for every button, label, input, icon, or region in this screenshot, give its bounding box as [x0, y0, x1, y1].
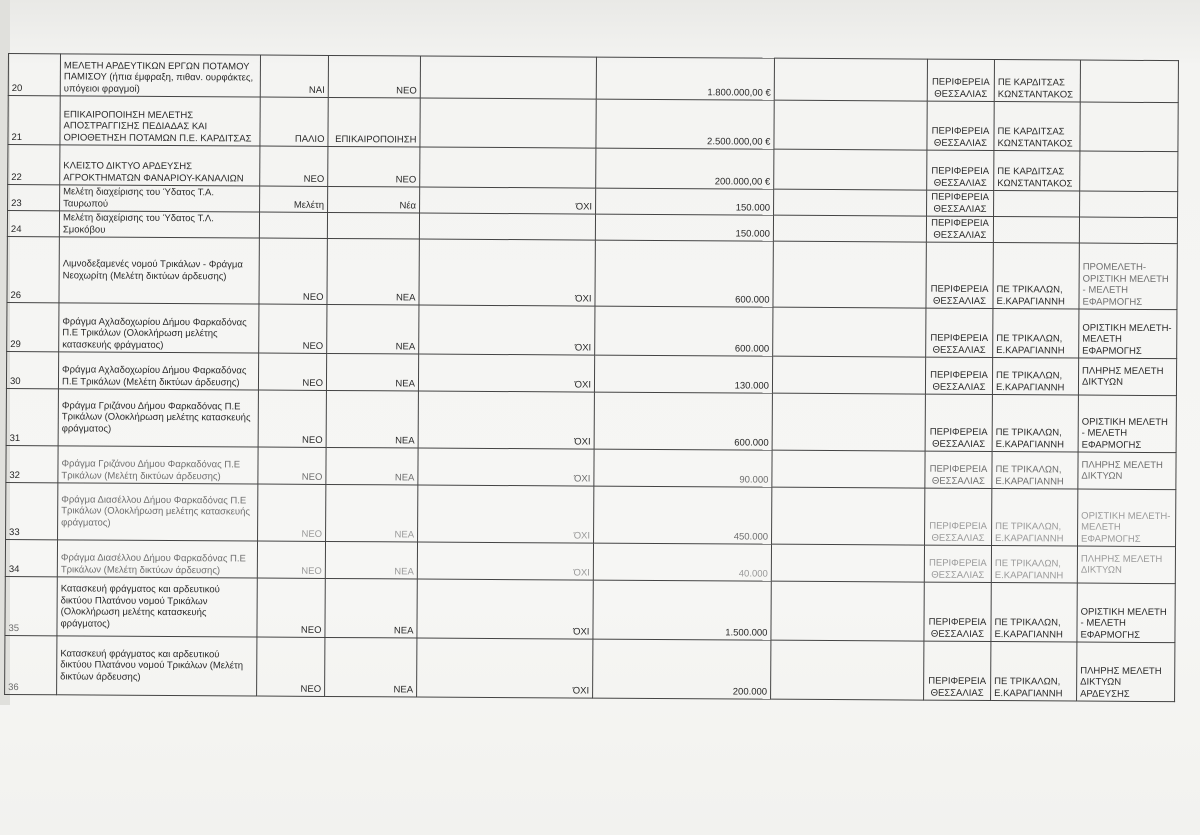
table-row — [8, 54, 1178, 103]
empty-cell — [771, 581, 924, 641]
flag-cell: ΌΧΙ — [418, 391, 594, 449]
amount-cell: 200.000,00 € — [596, 148, 774, 189]
project-title: ΕΠΙΚΑΙΡΟΠΟΙΗΣΗ ΜΕΛΕΤΗΣ ΑΠΟΣΤΡΑΓΓΙΣΗΣ ΠΕΔΙΑΔΑΣ ΚΑΙ ΟΡΙΟΘΕΤΗΣΗ ΠΟΤΑΜΩΝ Π.Ε. ΚΑΡΔΙΤΣΑΣ — [60, 96, 260, 146]
flag-cell — [419, 213, 595, 240]
project-title: Φράγμα Αχλαδοχωρίου Δήμου Φαρκαδόνας Π.Ε Τρικάλων (Μελέτη δικτύων άρδευσης) — [58, 352, 258, 390]
table-row — [7, 302, 1177, 358]
empty-cell — [771, 640, 924, 700]
amount-cell: 600.000 — [595, 306, 773, 356]
row-number: 24 — [7, 211, 59, 237]
project-title: Κατασκευή φράγματος και αρδευτικού δικτύου Πλατάνου νομού Τρικάλων (Μελέτη δικτύων άρδευσης) — [57, 636, 257, 696]
type-cell: ΝΕΟ — [257, 637, 325, 696]
flag-cell: ΌΧΙ — [419, 305, 595, 355]
type-cell: ΠΑΛΙΟ — [260, 97, 328, 146]
empty-cell — [771, 544, 924, 582]
status-cell: ΝΕΑ — [327, 238, 419, 305]
study-type-cell — [1080, 60, 1178, 103]
study-type-cell: ΟΡΙΣΤΙΚΗ ΜΕΛΕΤΗ - ΜΕΛΕΤΗ ΕΦΑΡΜΟΓΗΣ — [1078, 395, 1176, 453]
status-cell: ΕΠΙΚΑΙΡΟΠΟΙΗΣΗ — [328, 97, 420, 147]
type-cell: ΝΕΟ — [259, 304, 327, 353]
table-row — [7, 236, 1177, 309]
flag-cell: ΌΧΙ — [420, 187, 596, 214]
amount-cell: 130.000 — [594, 355, 772, 393]
region-cell: ΠΕΡΙΦΕΡΕΙΑ ΘΕΣΣΑΛΙΑΣ — [927, 150, 994, 190]
amount-cell: 450.000 — [594, 486, 772, 544]
project-title: Λιμνοδεξαμενές νομού Τρικάλων - Φράγμα Νεοχωρίτη (Μελέτη δικτύων άρδευσης) — [59, 237, 259, 304]
study-type-cell: ΠΛΗΡΗΣ ΜΕΛΕΤΗ ΔΙΚΤΥΩΝ — [1078, 358, 1176, 396]
project-title: Φράγμα Γριζάνου Δήμου Φαρκαδόνας Π.Ε Τρικάλων (Μελέτη δικτύων άρδευσης) — [58, 446, 258, 484]
amount-cell: 600.000 — [595, 240, 773, 307]
status-cell: ΝΕΑ — [326, 353, 418, 391]
type-cell: ΝΕΟ — [260, 146, 328, 186]
status-cell: ΝΕΑ — [325, 541, 417, 579]
row-number: 32 — [6, 445, 58, 482]
regional-unit-cell — [994, 191, 1080, 218]
study-type-cell: ΠΛΗΡΗΣ ΜΕΛΕΤΗ ΔΙΚΤΥΩΝ ΑΡΔΕΥΣΗΣ — [1077, 642, 1175, 702]
empty-cell — [772, 450, 925, 488]
type-cell: ΝΕΟ — [258, 353, 326, 390]
row-number: 23 — [8, 185, 60, 211]
study-type-cell — [1080, 191, 1178, 218]
type-cell: ΝΕΟ — [257, 578, 325, 637]
amount-cell: 40.000 — [593, 543, 771, 581]
row-number: 29 — [7, 302, 59, 351]
row-number: 34 — [5, 539, 57, 576]
status-cell: ΝΕΑ — [326, 447, 418, 485]
flag-cell: ΌΧΙ — [419, 239, 595, 306]
type-cell: ΝΑΙ — [260, 55, 328, 97]
region-cell: ΠΕΡΙΦΕΡΕΙΑ ΘΕΣΣΑΛΙΑΣ — [925, 451, 992, 488]
type-cell: ΝΕΟ — [258, 390, 326, 447]
flag-cell: ΌΧΙ — [417, 638, 593, 698]
project-title: ΜΕΛΕΤΗ ΑΡΔΕΥΤΙΚΩΝ ΕΡΓΩΝ ΠΟΤΑΜΟΥ ΠΑΜΙΣΟΥ (ήπια έμφραξη, πιθαν. ουρφάκτες, υπόγειοι φραγμοί) — [60, 54, 260, 97]
type-cell — [259, 212, 327, 238]
region-cell: ΠΕΡΙΦΕΡΕΙΑ ΘΕΣΣΑΛΙΑΣ — [926, 308, 993, 357]
type-cell: ΝΕΟ — [259, 238, 327, 304]
project-title: Φράγμα Αχλαδοχωρίου Δήμου Φαρκαδόνας Π.Ε Τρικάλων (Ολοκλήρωση μελέτης κατασκευής φράγματος) — [59, 303, 259, 353]
flag-cell: ΌΧΙ — [418, 448, 594, 486]
amount-cell: 600.000 — [594, 392, 772, 450]
project-title: Μελέτη διαχείρισης του Ύδατος Τ.Λ. Σμοκόβου — [59, 211, 259, 238]
study-type-cell — [1080, 102, 1178, 152]
project-title: Φράγμα Διασέλλου Δήμου Φαρκαδόνας Π.Ε Τρικάλων (Ολοκλήρωση μελέτης κατασκευής φράγματος) — [58, 483, 258, 541]
status-cell: ΝΕΟ — [328, 146, 420, 187]
study-type-cell: ΠΡΟΜΕΛΕΤΗ- ΟΡΙΣΤΙΚΗ ΜΕΛΕΤΗ - ΜΕΛΕΤΗ ΕΦΑΡΜΟΓΗΣ — [1079, 243, 1177, 310]
region-cell: ΠΕΡΙΦΕΡΕΙΑ ΘΕΣΣΑΛΙΑΣ — [925, 394, 992, 451]
projects-table — [4, 53, 1179, 702]
region-cell: ΠΕΡΙΦΕΡΕΙΑ ΘΕΣΣΑΛΙΑΣ — [924, 582, 991, 641]
table-row — [6, 388, 1176, 452]
flag-cell: ΌΧΙ — [417, 542, 593, 580]
type-cell: ΝΕΟ — [258, 484, 326, 541]
regional-unit-cell: ΠΕ ΤΡΙΚΑΛΩΝ, Ε.ΚΑΡΑΓΙΑΝΝΗ — [992, 358, 1078, 396]
row-number: 33 — [6, 482, 58, 539]
flag-cell: ΌΧΙ — [417, 579, 593, 639]
regional-unit-cell: ΠΕ ΤΡΙΚΑΛΩΝ, Ε.ΚΑΡΑΓΙΑΝΝΗ — [991, 546, 1077, 584]
region-cell: ΠΕΡΙΦΕΡΕΙΑ ΘΕΣΣΑΛΙΑΣ — [924, 641, 991, 700]
flag-cell — [420, 56, 596, 99]
row-number: 20 — [8, 54, 60, 96]
regional-unit-cell: ΠΕ ΤΡΙΚΑΛΩΝ, Ε.ΚΑΡΑΓΙΑΝΝΗ — [992, 452, 1078, 490]
project-title: Μελέτη διαχείρισης του Ύδατος Τ.Α. Ταυρωπού — [60, 185, 260, 212]
study-type-cell — [1079, 217, 1177, 244]
study-type-cell: ΠΛΗΡΗΣ ΜΕΛΕΤΗ ΔΙΚΤΥΩΝ — [1078, 452, 1176, 490]
project-title: Φράγμα Διασέλλου Δήμου Φαρκαδόνας Π.Ε Τρικάλων (Μελέτη δικτύων άρδευσης) — [57, 540, 257, 578]
project-title: ΚΛΕΙΣΤΟ ΔΙΚΤΥΟ ΑΡΔΕΥΣΗΣ ΑΓΡΟΚΤΗΜΑΤΩΝ ΦΑΝΑΡΙΟΥ-ΚΑΝΑΛΙΩΝ — [60, 145, 260, 186]
empty-cell — [774, 58, 927, 101]
flag-cell — [420, 147, 596, 188]
status-cell: Νέα — [328, 186, 420, 213]
project-title: Κατασκευή φράγματος και αρδευτικού δικτύου Πλατάνου νομού Τρικάλων (Ολοκλήρωση μελέτης κατασκευής φράγματος) — [57, 577, 257, 637]
regional-unit-cell: ΠΕ ΤΡΙΚΑΛΩΝ, Ε.ΚΑΡΑΓΙΑΝΝΗ — [993, 309, 1079, 359]
empty-cell — [774, 100, 927, 150]
regional-unit-cell: ΠΕ ΚΑΡΔΙΤΣΑΣ ΚΩΝΣΤΑΝΤΑΚΟΣ — [994, 151, 1080, 192]
table-row — [5, 635, 1175, 701]
flag-cell — [420, 98, 596, 148]
flag-cell: ΌΧΙ — [418, 354, 594, 392]
study-type-cell: ΟΡΙΣΤΙΚΗ ΜΕΛΕΤΗ-ΜΕΛΕΤΗ ΕΦΑΡΜΟΓΗΣ — [1078, 489, 1176, 547]
amount-cell: 1.800.000,00 € — [596, 57, 774, 100]
row-number: 35 — [5, 576, 57, 635]
regional-unit-cell — [993, 217, 1079, 244]
table-row — [6, 482, 1176, 546]
row-number: 26 — [7, 236, 59, 302]
table-row — [5, 576, 1175, 642]
row-number: 36 — [5, 635, 57, 694]
amount-cell: 90.000 — [594, 449, 772, 487]
empty-cell — [772, 487, 925, 545]
regional-unit-cell: ΠΕ ΤΡΙΚΑΛΩΝ, Ε.ΚΑΡΑΓΙΑΝΝΗ — [992, 489, 1078, 547]
status-cell: ΝΕΑ — [327, 304, 419, 354]
amount-cell: 200.000 — [593, 639, 771, 699]
empty-cell — [772, 393, 925, 451]
type-cell: ΝΕΟ — [257, 541, 325, 578]
type-cell: ΝΕΟ — [258, 447, 326, 484]
table-row — [8, 145, 1178, 192]
row-number: 31 — [6, 388, 58, 445]
regional-unit-cell: ΠΕ ΤΡΙΚΑΛΩΝ, Ε.ΚΑΡΑΓΙΑΝΝΗ — [991, 583, 1077, 643]
empty-cell — [773, 307, 926, 357]
region-cell: ΠΕΡΙΦΕΡΕΙΑ ΘΕΣΣΑΛΙΑΣ — [926, 216, 993, 242]
region-cell: ΠΕΡΙΦΕΡΕΙΑ ΘΕΣΣΑΛΙΑΣ — [925, 488, 992, 545]
study-type-cell: ΠΛΗΡΗΣ ΜΕΛΕΤΗ ΔΙΚΤΥΩΝ — [1077, 546, 1175, 584]
amount-cell: 1.500.000 — [593, 580, 771, 640]
regional-unit-cell: ΠΕ ΤΡΙΚΑΛΩΝ, Ε.ΚΑΡΑΓΙΑΝΝΗ — [991, 642, 1077, 702]
region-cell: ΠΕΡΙΦΕΡΕΙΑ ΘΕΣΣΑΛΙΑΣ — [927, 101, 994, 150]
study-type-cell — [1080, 151, 1178, 192]
regional-unit-cell: ΠΕ ΤΡΙΚΑΛΩΝ, Ε.ΚΑΡΑΓΙΑΝΝΗ — [992, 395, 1078, 453]
empty-cell — [773, 241, 926, 308]
table-row — [8, 96, 1178, 152]
status-cell: ΝΕΟ — [328, 55, 420, 98]
amount-cell: 150.000 — [595, 214, 773, 241]
row-number: 22 — [8, 145, 60, 185]
study-type-cell: ΟΡΙΣΤΙΚΗ ΜΕΛΕΤΗ - ΜΕΛΕΤΗ ΕΦΑΡΜΟΓΗΣ — [1077, 583, 1175, 643]
status-cell — [327, 212, 419, 239]
regional-unit-cell: ΠΕ ΤΡΙΚΑΛΩΝ, Ε.ΚΑΡΑΓΙΑΝΝΗ — [993, 243, 1079, 310]
project-title: Φράγμα Γριζάνου Δήμου Φαρκαδόνας Π.Ε Τρικάλων (Ολοκλήρωση μελέτης κατασκευής φράγματος) — [58, 389, 258, 447]
regional-unit-cell: ΠΕ ΚΑΡΔΙΤΣΑΣ ΚΩΝΣΤΑΝΤΑΚΟΣ — [994, 102, 1080, 152]
empty-cell — [774, 189, 927, 216]
empty-cell — [774, 149, 927, 190]
status-cell: ΝΕΑ — [325, 637, 417, 697]
region-cell: ΠΕΡΙΦΕΡΕΙΑ ΘΕΣΣΑΛΙΑΣ — [927, 59, 994, 101]
amount-cell: 2.500.000,00 € — [596, 99, 774, 149]
flag-cell: ΌΧΙ — [418, 485, 594, 543]
type-cell: Μελέτη — [260, 186, 328, 212]
empty-cell — [773, 215, 926, 242]
region-cell: ΠΕΡΙΦΕΡΕΙΑ ΘΕΣΣΑΛΙΑΣ — [925, 357, 992, 394]
region-cell: ΠΕΡΙΦΕΡΕΙΑ ΘΕΣΣΑΛΙΑΣ — [927, 190, 994, 216]
status-cell: ΝΕΑ — [326, 390, 418, 448]
status-cell: ΝΕΑ — [326, 484, 418, 542]
empty-cell — [772, 356, 925, 394]
amount-cell: 150.000 — [596, 188, 774, 215]
row-number: 30 — [6, 351, 58, 388]
study-type-cell: ΟΡΙΣΤΙΚΗ ΜΕΛΕΤΗ- ΜΕΛΕΤΗ ΕΦΑΡΜΟΓΗΣ — [1079, 309, 1177, 359]
row-number: 21 — [8, 96, 60, 145]
status-cell: ΝΕΑ — [325, 578, 417, 638]
region-cell: ΠΕΡΙΦΕΡΕΙΑ ΘΕΣΣΑΛΙΑΣ — [924, 545, 991, 582]
region-cell: ΠΕΡΙΦΕΡΕΙΑ ΘΕΣΣΑΛΙΑΣ — [926, 242, 993, 308]
regional-unit-cell: ΠΕ ΚΑΡΔΙΤΣΑΣ ΚΩΝΣΤΑΝΤΑΚΟΣ — [994, 60, 1080, 103]
